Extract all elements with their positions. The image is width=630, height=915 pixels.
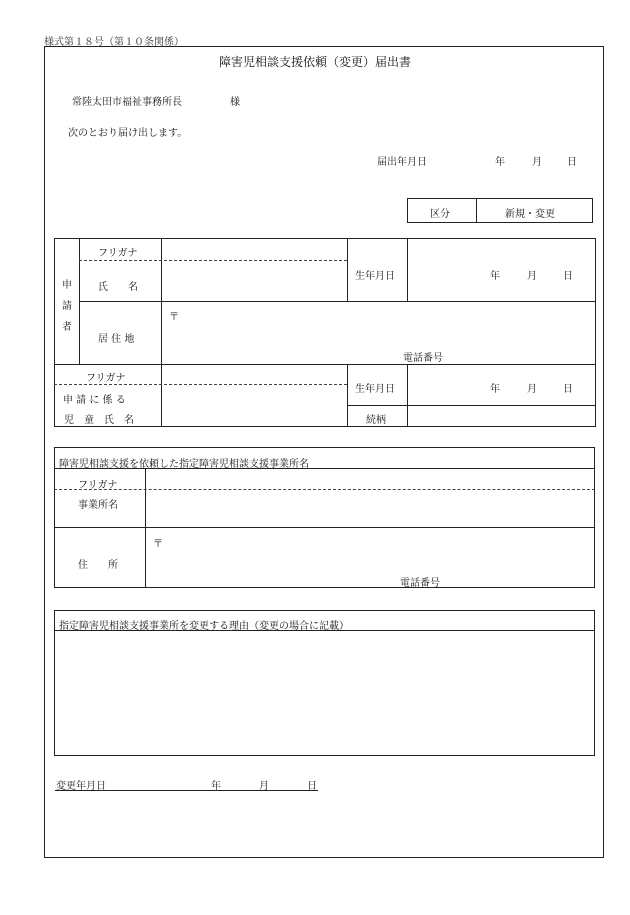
change-year-label: 年: [211, 781, 221, 792]
change-date-underline: [55, 790, 318, 791]
office-phone-label: 電話番号: [400, 578, 440, 589]
category-label: 区分: [430, 209, 450, 220]
filing-date-label: 届出年月日: [377, 157, 427, 168]
table-vline-label: [161, 238, 162, 427]
applicant-birth-year: 年: [490, 271, 500, 282]
child-name-field[interactable]: [163, 366, 345, 425]
filing-date-field[interactable]: [440, 148, 580, 168]
reason-header: 指定障害児相談支援事業所を変更する理由（変更の場合に記載）: [59, 621, 349, 632]
office-postal-mark: 〒: [153, 539, 163, 550]
child-relation-label: 続柄: [366, 415, 386, 426]
applicant-furigana-label: フリガナ: [98, 248, 138, 259]
office-vline: [145, 468, 146, 588]
child-name-label-1: 申 請 に 係 る: [63, 395, 126, 406]
child-furigana-label: フリガナ: [86, 373, 126, 384]
reason-field[interactable]: [56, 632, 593, 754]
applicant-birth-month: 月: [527, 271, 537, 282]
applicant-name-label: 氏 名: [98, 282, 138, 293]
applicant-furigana-field[interactable]: [163, 240, 345, 259]
applicant-address-label: 居 住 地: [98, 334, 135, 345]
table-vline-birth-left: [347, 238, 348, 301]
office-furigana-label: フリガナ: [78, 480, 118, 491]
child-name-label-2: 児 童 氏 名: [64, 415, 134, 426]
filing-day-label: 日: [567, 157, 577, 168]
child-birth-label: 生年月日: [355, 384, 395, 395]
office-name-field[interactable]: [147, 491, 593, 526]
table-vline-birth-right-2: [407, 364, 408, 427]
office-dash: [54, 489, 595, 490]
applicant-group-char-2: 請: [62, 301, 72, 312]
child-birth-day: 日: [563, 384, 573, 395]
applicant-phone-label: 電話番号: [403, 353, 443, 364]
applicant-address-field[interactable]: [163, 303, 593, 345]
change-month-label: 月: [259, 781, 269, 792]
category-divider: [476, 198, 477, 223]
applicant-group-char-1: 申: [62, 280, 72, 291]
table-vline-birth-left-2: [347, 364, 348, 427]
category-value[interactable]: 新規・変更: [505, 209, 555, 220]
applicant-birth-day: 日: [563, 271, 573, 282]
applicant-name-field[interactable]: [163, 262, 345, 300]
applicant-birth-label: 生年月日: [355, 271, 395, 282]
office-furigana-field[interactable]: [147, 470, 593, 488]
table-hline-1: [79, 301, 596, 302]
form-number: 様式第１８号（第１０条関係）: [44, 37, 184, 48]
office-name-label: 事業所名: [78, 500, 118, 511]
change-day-label: 日: [307, 781, 317, 792]
applicant-group-char-3: 者: [62, 322, 72, 333]
honorific: 様: [230, 97, 240, 108]
table-hline-2: [54, 364, 596, 365]
child-relation-field[interactable]: [409, 407, 594, 425]
filing-month-label: 月: [532, 157, 542, 168]
table-vline-birth-right: [407, 238, 408, 301]
intro-text: 次のとおり届け出します。: [68, 128, 188, 139]
table-dash-1: [79, 260, 347, 261]
page-title: 障害児相談支援依頼（変更）届出書: [218, 55, 411, 69]
office-address-label: 住 所: [78, 560, 118, 571]
office-header: 障害児相談支援を依頼した指定障害児相談支援事業所名: [59, 459, 309, 470]
office-hline: [54, 527, 595, 528]
child-birth-month: 月: [527, 384, 537, 395]
applicant-postal-mark: 〒: [169, 312, 179, 323]
child-birth-year: 年: [490, 384, 500, 395]
addressee: 常陸太田市福祉事務所長: [72, 97, 182, 108]
office-address-field[interactable]: [147, 529, 593, 573]
table-hline-3: [347, 405, 596, 406]
filing-year-label: 年: [495, 157, 505, 168]
change-date-label: 変更年月日: [56, 781, 106, 792]
